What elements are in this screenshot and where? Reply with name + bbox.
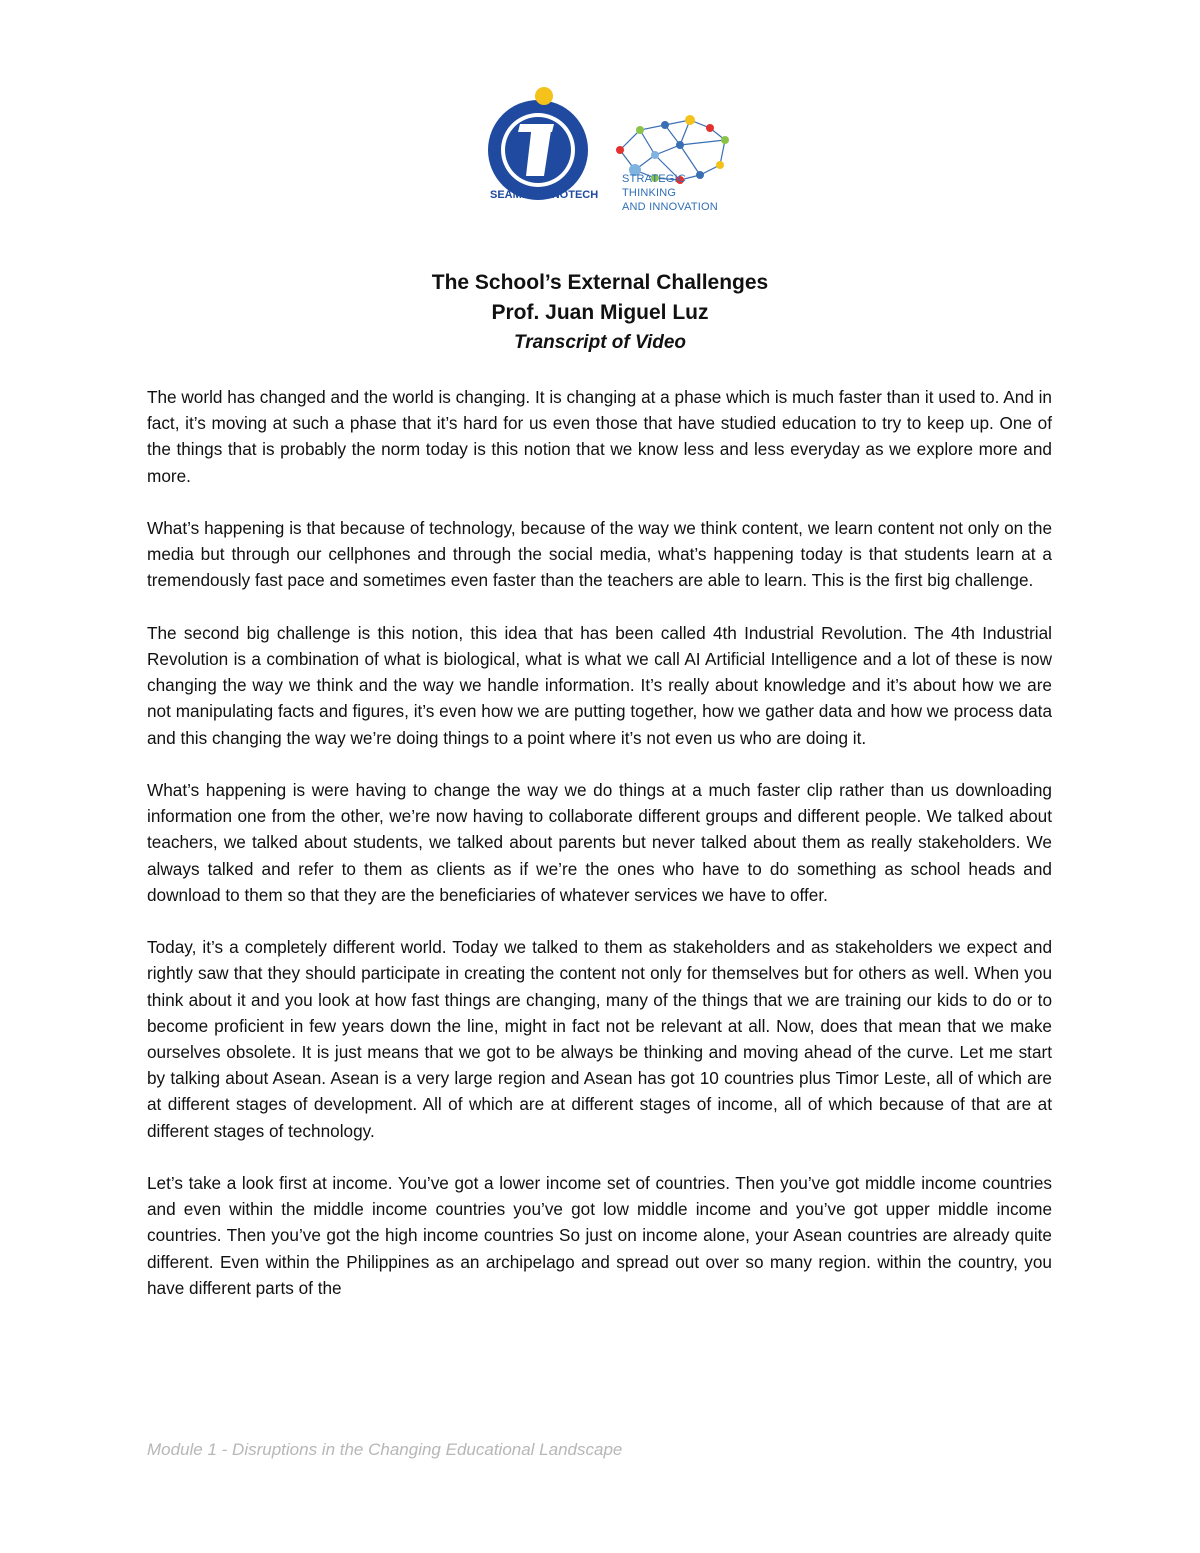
paragraph-2: What’s happening is that because of technology, because of the way we think content, we learn content not only on the media but through our cellphones and through the social media, what’s happening today is that students learn at a tremendously fast pace and sometimes even faster than the teachers are able to learn. This is the first big challenge. [147,518,1052,591]
paragraph-4: What’s happening is were having to change the way we do things at a much faster clip rather than us downloading information one from the other, we’re now having to collaborate different groups and different people. We talked about teachers, we talked about students, we talked about parents but never talked about them as really stakeholders. We always talked and refer to them as clients as if we’re the ones who have to do something as school heads and download to them so that they are the beneficiaries of whatever services we have to offer. [147,780,1052,905]
document-title: The School’s External Challenges [431,271,769,294]
paragraph-3: The second big challenge is this notion, this idea that has been called 4th Industrial Revolution. The 4th Industrial Revolution is a combination of what is biological, what is what we call AI Artificial Intelligence and a lot of these is now changing the way we think and the way we handle information. It’s really about knowledge and it’s about how we are not manipulating facts and figures, it’s even how we are putting together, how we gather data and how we process data and this changing the way we’re doing things to a point where it’s not even us who are doing it. [147,622,1052,748]
paragraph-5: Today, it’s a completely different world. Today we talked to them as stakeholders and as stakeholders we expect and rightly saw that they should participate in creating the content not only for themselves but for others as well. When you think about it and you look at how fast things are changing, many of the things that we are training our kids to do or to become proficient in few years down the line, might in fact not be relevant at all. Now, does that mean that we make ourselves obsolete. It is just means that we got to be always be thinking and moving ahead of the curve. Let me start by talking about Asean. Asean is a very large region and Asean has got 10 countries plus Timor Leste, all of which are at different stages of development. All of which are at different stages of income, all of which because of that are at different stages of technology. [147,937,1052,1141]
sti-line-1: STRATEGIC THINKING [622,173,686,199]
sti-logo-text [622,172,742,214]
transcript-caption: Transcript of Video [513,332,687,353]
transcript-body [147,384,1052,1327]
logo-area [470,70,760,220]
seameo-logo-text: SEAMEO INNOTECH [490,189,599,201]
paragraph-6: Let’s take a look first at income. You’ve got a lower income set of countries. Then you’ve got middle income countries and even within the middle income countries you’ve got low middle income and you’ve got upper middle income countries. Then you’ve got the high income countries So just on income alone, your Asean countries are already quite different. Even within the Philippines as an archipelago and spread out over so many region. within the country, you have different parts of the [147,1173,1052,1298]
title-block [0,268,1200,358]
author-name: Prof. Juan Miguel Luz [491,301,709,324]
paragraph-1: The world has changed and the world is changing. It is changing at a phase which is much faster than it used to. And in fact, it’s moving at such a phase that it’s hard for us even those that have studied education to try to keep up. One of the things that is probably the norm today is this notion that we know less and less everyday as we explore more and more. [147,387,1052,486]
page-footer: Module 1 - Disruptions in the Changing Educational Landscape [147,1440,623,1459]
sti-line-2: AND INNOVATION [622,201,718,213]
seameo-innotech-logo [480,80,600,210]
